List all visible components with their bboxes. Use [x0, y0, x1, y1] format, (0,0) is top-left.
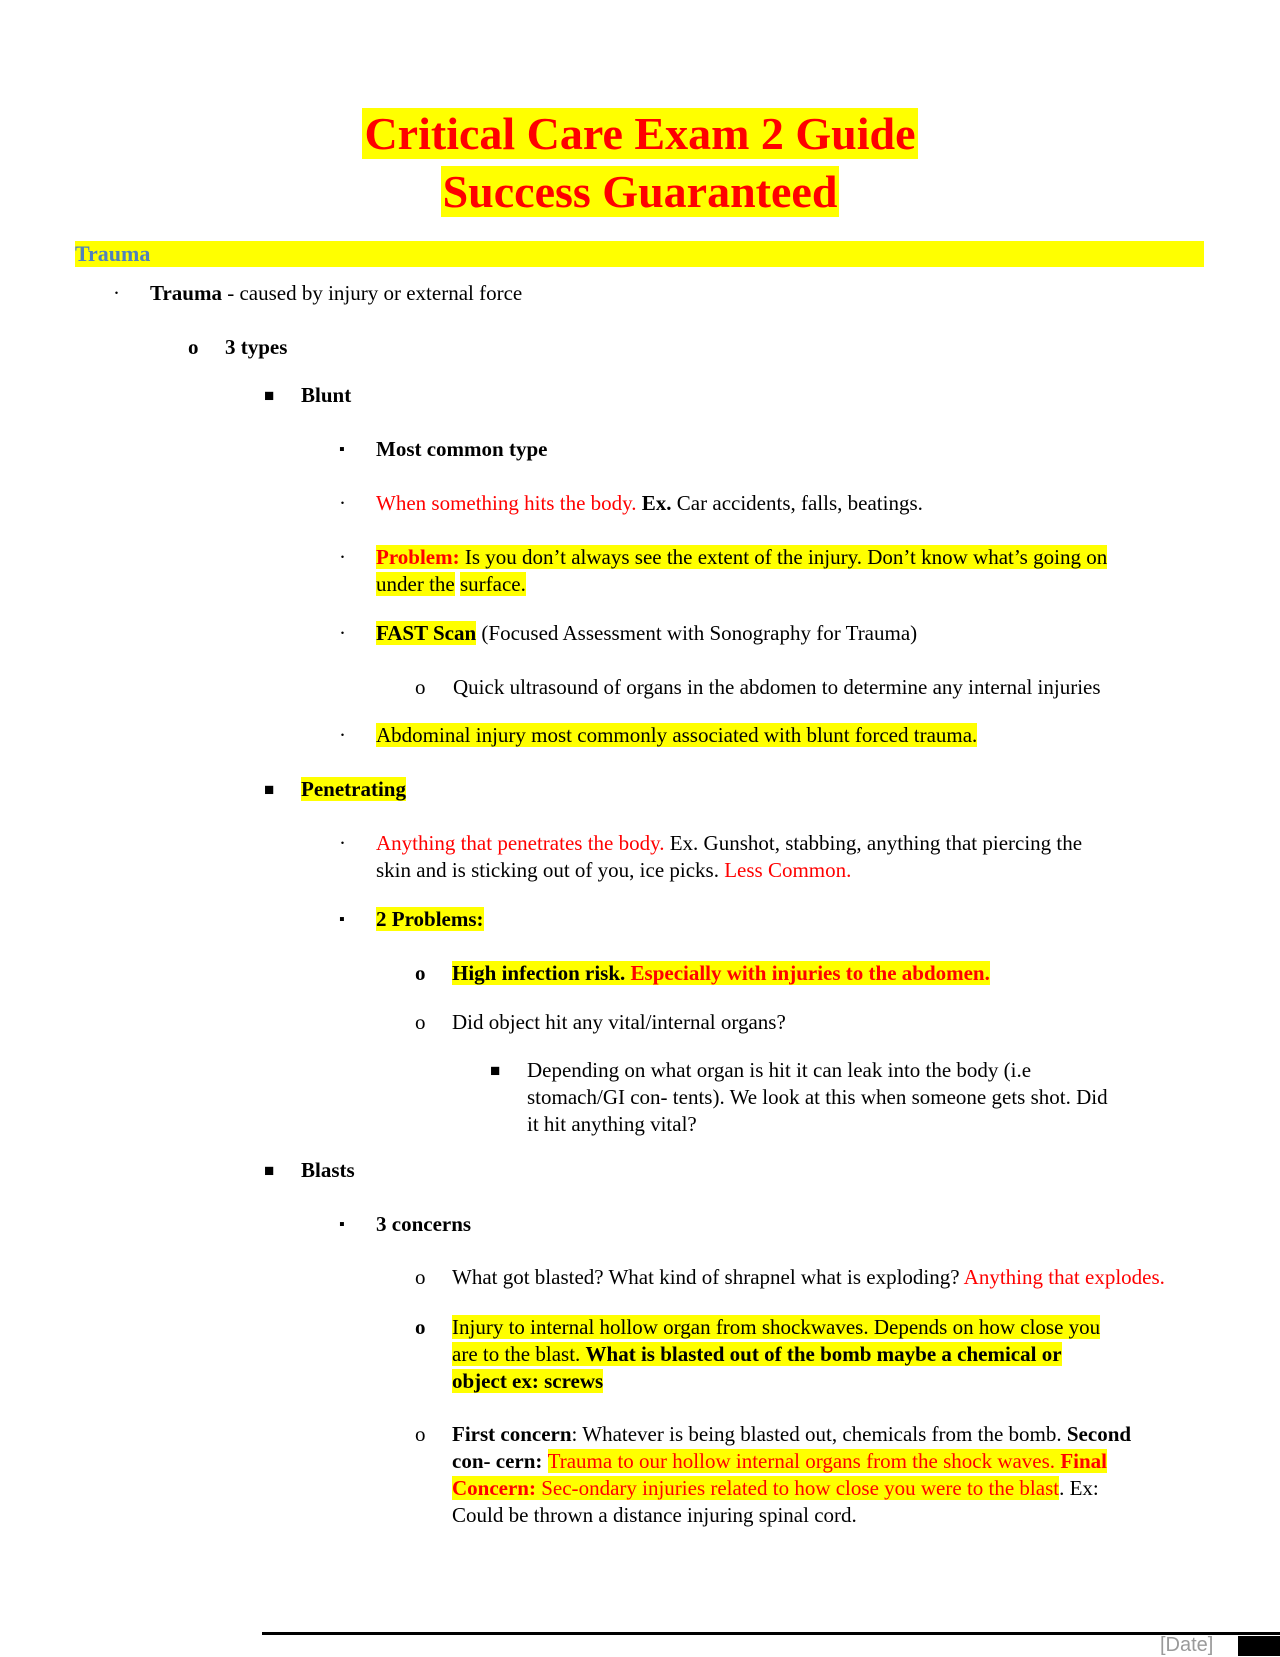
o-bullet-icon: o [415, 961, 426, 985]
list-item: Most common type [376, 437, 548, 461]
list-item: High infection risk. Especially with injuries to the abdomen. [452, 961, 990, 985]
square-bullet-icon: ■ [490, 1061, 501, 1080]
small-square-bullet-icon: ▪ [339, 441, 345, 458]
list-item: Problem: Is you don’t always see the extent of the injury. Don’t know what’s going on under the surface. [376, 545, 1108, 596]
o-bullet-icon: o [415, 1010, 426, 1034]
footer-rule [262, 1632, 1280, 1635]
dot-bullet-icon: · [339, 491, 346, 515]
list-item: Did object hit any vital/internal organs? [452, 1010, 786, 1034]
o-bullet-icon: o [415, 1265, 426, 1289]
o-bullet-icon: o [188, 335, 199, 359]
dot-bullet-icon: · [339, 621, 346, 645]
dot-bullet-icon: · [339, 545, 346, 569]
list-item: Blunt [301, 383, 352, 407]
list-item: 3 concerns [376, 1212, 472, 1236]
list-item: Anything that penetrates the body. Ex. Gunshot, stabbing, anything that piercing the skin and is sticking out of you, ice picks. Less Common. [376, 831, 1083, 882]
list-item: Trauma - caused by injury or external force [150, 281, 523, 305]
document-title-line2: Success Guaranteed [442, 166, 838, 217]
footer-date: [Date] [1160, 1634, 1214, 1656]
list-item: Penetrating [301, 777, 406, 801]
list-item: What got blasted? What kind of shrapnel what is exploding? Anything that explodes. [452, 1265, 1165, 1289]
list-item: Abdominal injury most commonly associated with blunt forced trauma. [376, 723, 978, 747]
document-title-line1: Critical Care Exam 2 Guide [364, 108, 916, 159]
list-item: 3 types [225, 335, 288, 359]
list-item: First concern: Whatever is being blasted out, chemicals from the bomb. Second con- cern: Trauma to our hollow internal organs from the shock waves. Final Concern: Sec-ondary injuries related to how close you were to the blast. Ex: Could be thrown a distance injuring spinal cord. [452, 1422, 1132, 1527]
o-bullet-icon: o [415, 1315, 426, 1339]
square-bullet-icon: ■ [264, 386, 275, 405]
list-item: Blasts [301, 1158, 355, 1182]
dot-bullet-icon: · [339, 831, 346, 855]
dot-bullet-icon: · [113, 281, 120, 305]
list-item: Depending on what organ is hit it can leak into the body (i.e stomach/GI con- tents). We look at this when someone gets shot. Did it hit anything vital? [527, 1058, 1108, 1136]
small-square-bullet-icon: ▪ [339, 911, 345, 928]
list-item: FAST Scan (Focused Assessment with Sonography for Trauma) [376, 621, 918, 645]
small-square-bullet-icon: ▪ [339, 1216, 345, 1233]
o-bullet-icon: o [415, 1422, 426, 1446]
footer-page-block [1238, 1636, 1280, 1656]
square-bullet-icon: ■ [264, 1161, 275, 1180]
section-header-trauma: Trauma [75, 241, 1204, 267]
square-bullet-icon: ■ [264, 780, 275, 799]
dot-bullet-icon: · [339, 723, 346, 747]
list-item: When something hits the body. Ex. Car accidents, falls, beatings. [376, 491, 923, 515]
list-item: Quick ultrasound of organs in the abdomen to determine any internal injuries [453, 675, 1101, 699]
list-item: Injury to internal hollow organ from shockwaves. Depends on how close you are to the blast. What is blasted out of the bomb maybe a chemical or object ex: screws [452, 1315, 1101, 1393]
list-item: 2 Problems: [376, 907, 484, 931]
o-bullet-icon: o [415, 675, 426, 699]
